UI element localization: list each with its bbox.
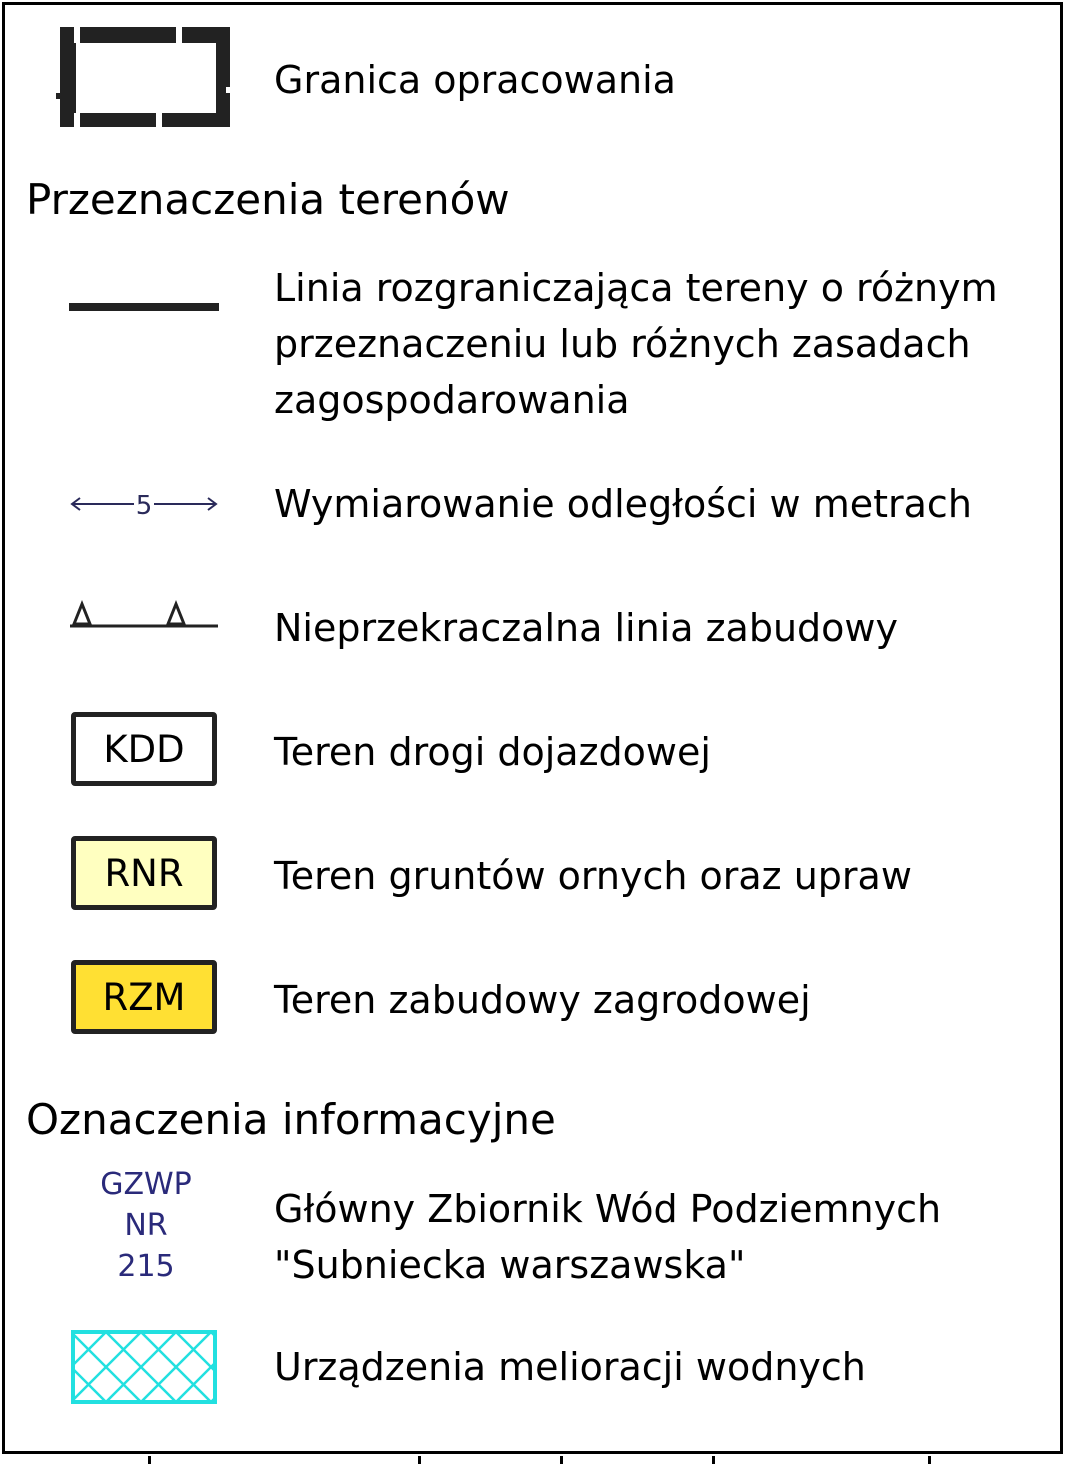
rzm-symbol: RZM: [71, 960, 217, 1034]
rnr-label: Teren gruntów ornych oraz upraw: [274, 854, 912, 898]
boundary-line-label-1: Linia rozgraniczająca tereny o różnym: [274, 266, 998, 310]
gzwp-label-2: "Subniecka warszawska": [274, 1243, 746, 1287]
study-boundary-symbol: [56, 27, 234, 131]
rzm-label: Teren zabudowy zagrodowej: [274, 978, 811, 1022]
kdd-symbol: KDD: [71, 712, 217, 786]
map-edge-mark: [418, 1456, 421, 1464]
gzwp-label-1: Główny Zbiornik Wód Podziemnych: [274, 1187, 942, 1231]
map-edge-mark: [928, 1456, 931, 1464]
gzwp-symbol-line-1: GZWP: [100, 1167, 192, 1202]
gzwp-symbol-line-3: 215: [117, 1249, 175, 1284]
boundary-line-label-2: przeznaczeniu lub różnych zasadach: [274, 322, 971, 366]
kdd-label: Teren drogi dojazdowej: [274, 730, 711, 774]
map-edge-mark: [712, 1456, 715, 1464]
dimension-value: 5: [135, 491, 153, 520]
map-edge-mark: [560, 1456, 563, 1464]
rnr-symbol: RNR: [71, 836, 217, 910]
info-heading: Oznaczenia informacyjne: [26, 1095, 556, 1144]
land-use-heading: Przeznaczenia terenów: [26, 175, 510, 224]
melioration-label: Urządzenia melioracji wodnych: [274, 1345, 866, 1389]
building-line-symbol: [68, 598, 220, 632]
building-line-label: Nieprzekraczalna linia zabudowy: [274, 606, 898, 650]
dimension-symbol: [68, 488, 220, 520]
boundary-line-symbol: [69, 303, 219, 311]
melioration-hatch-symbol: [71, 1330, 217, 1404]
boundary-line-label-3: zagospodarowania: [274, 378, 630, 422]
dimension-label: Wymiarowanie odległości w metrach: [274, 482, 972, 526]
study-boundary-label: Granica opracowania: [274, 58, 676, 102]
gzwp-symbol-line-2: NR: [124, 1208, 168, 1243]
map-edge-mark: [148, 1456, 151, 1464]
